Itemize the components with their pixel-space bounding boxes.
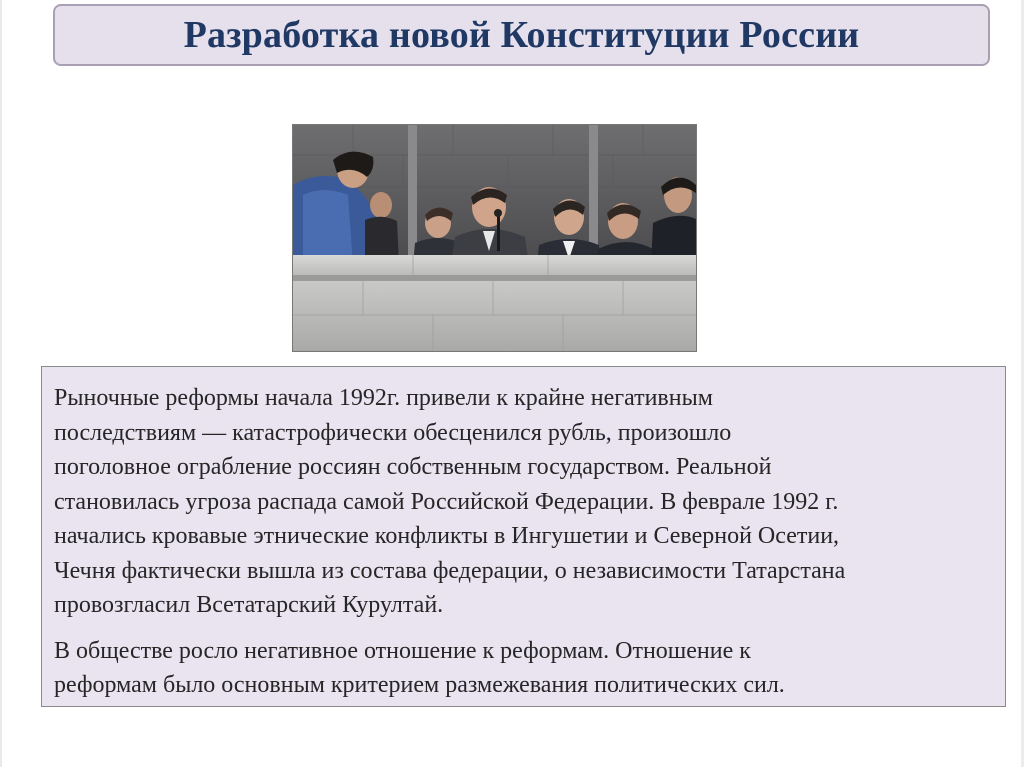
slide-title: Разработка новой Конституции России (183, 14, 860, 56)
text-line: Чечня фактически вышла из состава федерации, о независимости Татарстана (54, 557, 846, 584)
text-line: последствиям — катастрофически обесценился рубль, произошло (54, 419, 732, 446)
text-line: В обществе росло негативное отношение к реформам. Отношение к (54, 637, 751, 664)
title-box (53, 4, 990, 66)
paragraph-2 (54, 634, 995, 703)
text-line: начались кровавые этнические конфликты в Ингушетии и Северной Осетии, (54, 523, 840, 549)
paragraph-1 (54, 381, 995, 623)
text-line: поголовное ограбление россиян собственным государством. Реальной (54, 454, 772, 480)
slide-edge-left (0, 0, 2, 767)
historical-photo (292, 124, 697, 352)
text-line: Рыночные реформы начала 1992г. привели к крайне негативным (54, 385, 713, 411)
text-line: реформам было основным критерием размежевания политических сил. (54, 672, 785, 698)
body-text-box (41, 366, 1006, 707)
text-line: провозгласил Всетатарский Курултай. (54, 592, 444, 618)
text-line: становилась угроза распада самой Российской Федерации. В феврале 1992 г. (54, 488, 839, 515)
photo-image-icon (293, 125, 696, 351)
